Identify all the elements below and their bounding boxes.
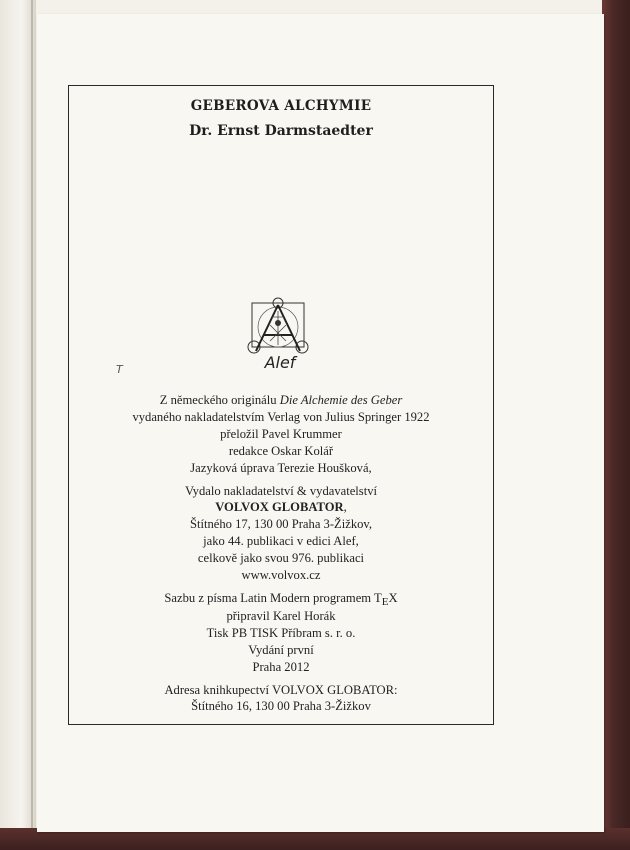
website-link: www.volvox.cz <box>241 568 321 583</box>
imprint-block <box>69 392 493 715</box>
logo-text: Alef <box>264 353 296 372</box>
book-cover-right-edge <box>602 0 630 850</box>
alef-logo-icon <box>242 295 322 377</box>
publisher-address: Štítného 17, 130 00 Praha 3-Žižkov, <box>189 517 373 532</box>
language-editor-line: Jazyková úprava Terezie Houšková, <box>190 460 372 475</box>
published-by-line: Vydalo nakladatelství & vydavatelství <box>184 483 377 498</box>
original-line <box>69 392 493 409</box>
series-line: jako 44. publikaci v edici Alef, <box>203 534 359 549</box>
original-prefix: Z německého originálu <box>159 393 280 407</box>
typeset-line <box>69 590 493 608</box>
place-year-line: Praha 2012 <box>252 659 310 674</box>
publisher-name-text: VOLVOX GLOBATOR <box>215 500 344 515</box>
book-gutter-line <box>31 0 33 850</box>
translator-line: přeložil Pavel Krummer <box>220 426 342 441</box>
edition-line: Vydání první <box>248 642 314 657</box>
book-author: Dr. Ernst Darmstaedter <box>189 123 373 139</box>
publisher-line: vydaného nakladatelstvím Verlag von Julius Springer 1922 <box>132 409 430 424</box>
original-title: Die Alchemie des Geber <box>279 393 403 407</box>
publisher-name: VOLVOX GLOBATOR, <box>215 500 347 515</box>
tex-logo: TEX <box>374 590 398 608</box>
pencil-margin-mark: T <box>116 363 123 376</box>
bookshop-address: Štítného 16, 130 00 Praha 3-Žižkov <box>191 699 371 714</box>
overall-line: celkově jako svou 976. publikaci <box>197 551 365 566</box>
book-title: GEBEROVA ALCHYMIE <box>190 98 372 114</box>
title-verso-page <box>37 14 604 832</box>
typeset-prefix: Sazbu z písma Latin Modern programem <box>164 590 375 605</box>
bookshop-label: Adresa knihkupectví VOLVOX GLOBATOR: <box>164 682 398 697</box>
typeset-by-line: připravil Karel Horák <box>226 608 336 623</box>
editor-line: redakce Oskar Kolář <box>228 443 334 458</box>
page-frame <box>68 85 494 725</box>
printer-line: Tisk PB TISK Příbram s. r. o. <box>206 625 356 640</box>
